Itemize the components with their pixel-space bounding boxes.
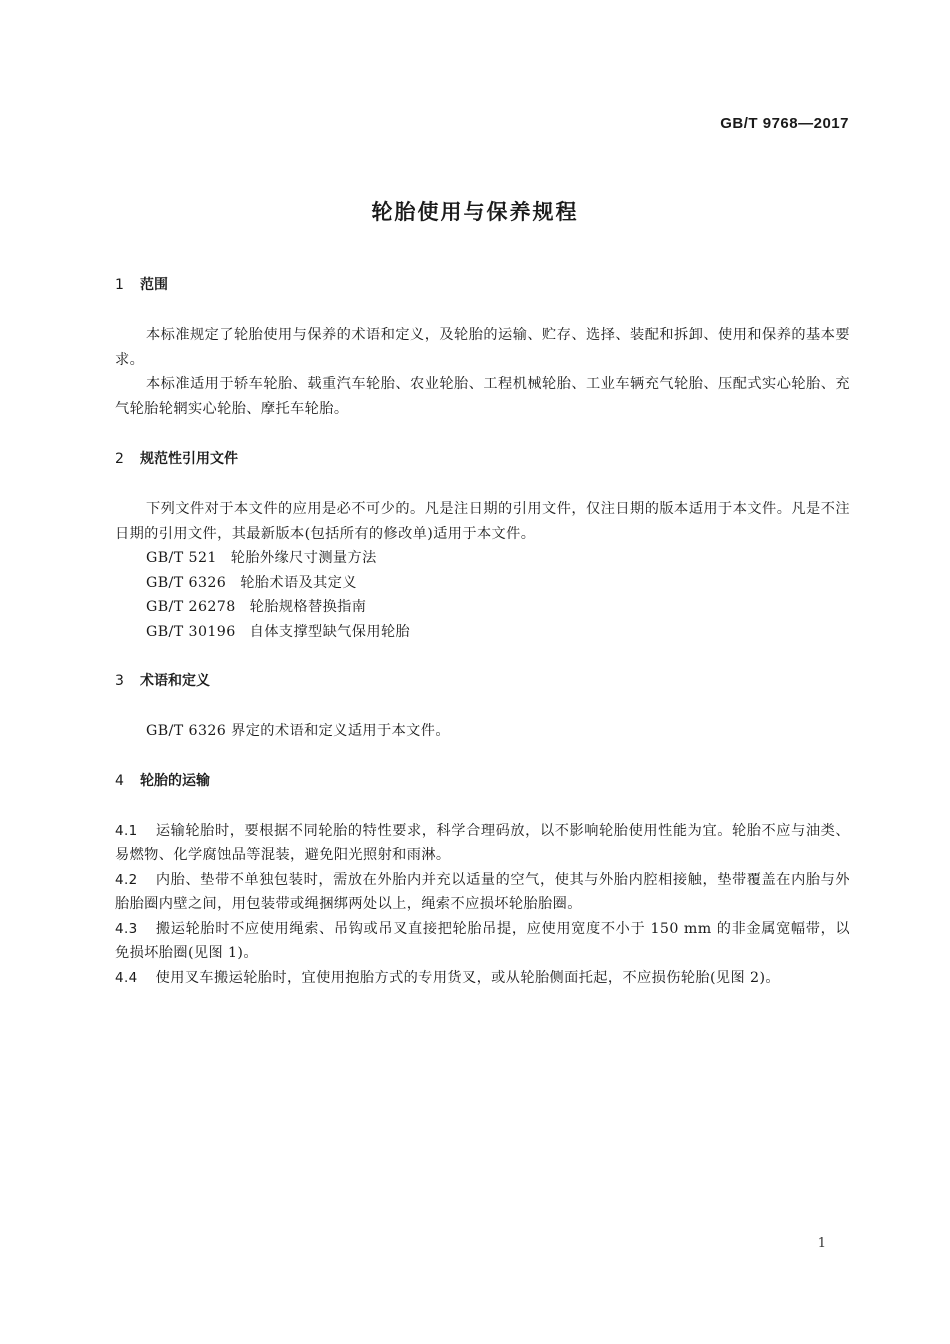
clause-number: 4.3 (115, 920, 138, 937)
reference-item (115, 546, 850, 571)
section-title: 术语和定义 (140, 673, 210, 689)
clause-text: 运输轮胎时，要根据不同轮胎的特性要求，科学合理码放，以不影响轮胎使用性能为宜。轮胎不应与油类、易燃物、化学腐蚀品等混装，避免阳光照射和雨淋。 (115, 822, 850, 863)
clause (115, 917, 850, 966)
clause (115, 819, 850, 868)
section-heading-terms-definitions (115, 670, 850, 692)
section-heading-tire-transport (115, 770, 850, 792)
reference-title: 轮胎术语及其定义 (240, 574, 357, 591)
reference-item (115, 595, 850, 620)
document-title: 轮胎使用与保养规程 (371, 200, 579, 224)
clause-text: 使用叉车搬运轮胎时，宜使用抱胎方式的专用货叉，或从轮胎侧面托起，不应损伤轮胎(见图 2)。 (155, 969, 780, 986)
standard-code: GB/T 9768—2017 (720, 115, 849, 132)
section-heading-scope (115, 274, 850, 296)
paragraph: 下列文件对于本文件的应用是必不可少的。凡是注日期的引用文件，仅注日期的版本适用于本文件。凡是不注日期的引用文件，其最新版本(包括所有的修改单)适用于本文件。 (115, 501, 850, 542)
reference-code: GB/T 30196 (146, 623, 236, 640)
paragraph: GB/T 6326 界定的术语和定义适用于本文件。 (146, 723, 450, 739)
page-number: 1 (817, 1236, 826, 1251)
section-title: 范围 (140, 277, 168, 293)
clause-number: 4.2 (115, 871, 138, 888)
section-number: 2 (115, 451, 124, 467)
clause-text: 搬运轮胎时不应使用绳索、吊钩或吊叉直接把轮胎吊提，应使用宽度不小于 150 mm 的非金属宽幅带，以免损坏胎圈(见图 1)。 (115, 920, 850, 961)
section-number: 1 (115, 277, 124, 293)
reference-title: 自体支撑型缺气保用轮胎 (249, 623, 411, 640)
document-body (115, 274, 850, 990)
section-number: 4 (115, 772, 124, 789)
paragraph: 本标准规定了轮胎使用与保养的术语和定义，及轮胎的运输、贮存、选择、装配和拆卸、使用和保养的基本要求。 (115, 327, 850, 368)
clause-number: 4.1 (115, 822, 138, 839)
section-title: 轮胎的运输 (140, 772, 210, 789)
reference-item (115, 620, 850, 645)
clause-number: 4.4 (115, 969, 138, 986)
paragraph: 本标准适用于轿车轮胎、载重汽车轮胎、农业轮胎、工程机械轮胎、工业车辆充气轮胎、压配式实心轮胎、充气轮胎轮辋实心轮胎、摩托车轮胎。 (115, 376, 850, 417)
reference-title: 轮胎外缘尺寸测量方法 (230, 550, 377, 566)
reference-title: 轮胎规格替换指南 (249, 599, 367, 615)
clause (115, 868, 850, 917)
reference-code: GB/T 521 (146, 550, 217, 566)
section-heading-normative-references (115, 448, 850, 470)
reference-item (115, 571, 850, 596)
section-title: 规范性引用文件 (140, 451, 238, 467)
section-number: 3 (115, 673, 124, 689)
reference-code: GB/T 26278 (146, 599, 236, 615)
clause-text: 内胎、垫带不单独包装时，需放在外胎内并充以适量的空气，使其与外胎内腔相接触，垫带覆盖在内胎与外胎胎圈内壁之间，用包装带或绳捆绑两处以上，绳索不应损坏轮胎胎圈。 (115, 871, 850, 912)
clause (115, 966, 850, 991)
reference-code: GB/T 6326 (146, 574, 227, 591)
